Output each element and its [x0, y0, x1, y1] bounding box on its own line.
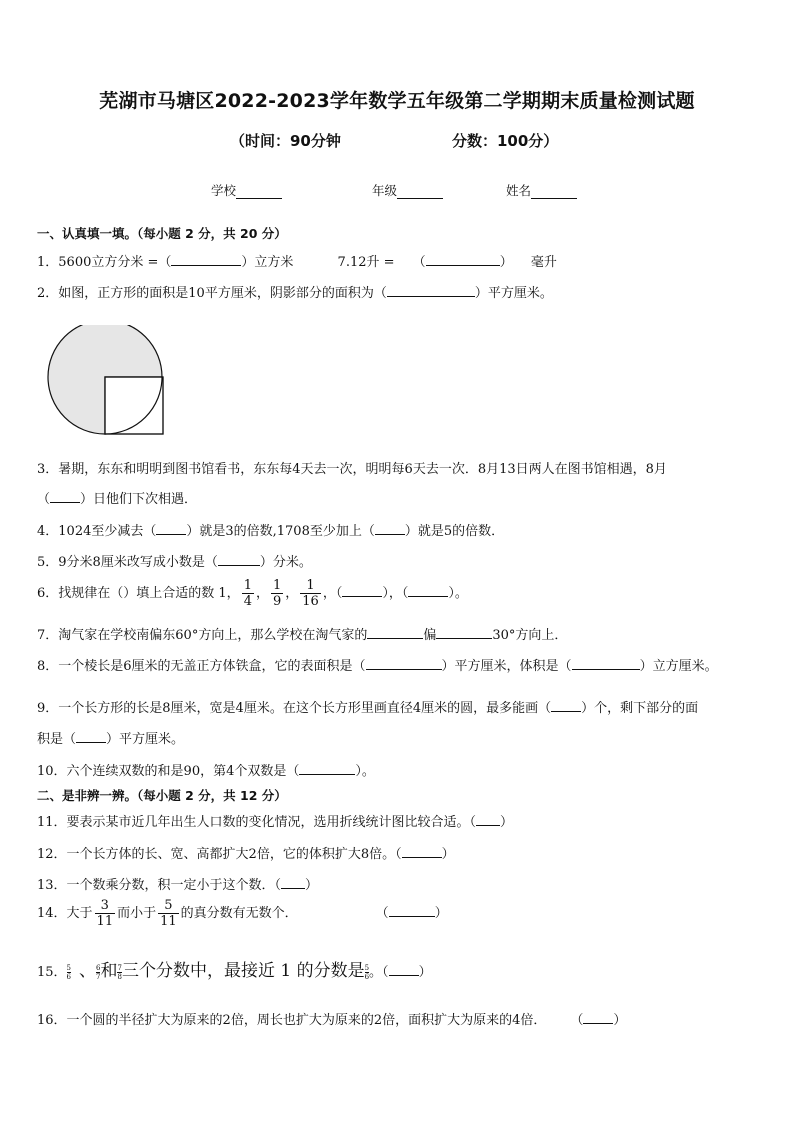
- q6-blank-2[interactable]: [408, 584, 448, 597]
- q11-blank[interactable]: [476, 813, 500, 826]
- school-label: 学校: [211, 183, 237, 198]
- grade-blank[interactable]: [397, 185, 443, 199]
- q15-number: 15．: [37, 965, 67, 980]
- q13-text-a: 13．一个数乘分数，积一定小于这个数．（: [37, 878, 282, 893]
- q4-blank-1[interactable]: [156, 522, 186, 535]
- q9-text-a: 9．一个长方形的长是8厘米，宽是4厘米。在这个长方形里画直径4厘米的圆，最多能画（: [37, 701, 552, 716]
- q15-end: 。（: [369, 965, 389, 980]
- q14-text-c: 的真分数有无数个．: [180, 906, 298, 921]
- q14-close: ）: [434, 906, 448, 921]
- q16-text-a: 16．一个圆的半径扩大为原来的2倍，周长也扩大为原来的2倍，面积扩大为原来的4倍．: [37, 1013, 547, 1028]
- q7-text-a: 7．淘气家在学校南偏东60°方向上，那么学校在淘气家的: [37, 628, 368, 643]
- exam-score: 分数：100分）: [452, 132, 559, 150]
- q8-blank-1[interactable]: [366, 657, 442, 670]
- grade-field: [372, 181, 443, 199]
- q1-text-c: 7.12升 =: [337, 255, 395, 270]
- q11-text-b: ）: [500, 815, 514, 830]
- question-9-line-2: [37, 728, 184, 747]
- question-15: [37, 956, 432, 981]
- q12-text-b: ）: [441, 847, 455, 862]
- question-2: [37, 282, 553, 301]
- q13-blank[interactable]: [281, 876, 305, 889]
- name-blank[interactable]: [531, 185, 577, 199]
- q6-sep-2: ，: [285, 586, 299, 601]
- question-14: [37, 898, 448, 929]
- q1-text-b: ）立方米: [241, 255, 294, 270]
- name-field: [506, 181, 577, 199]
- q1-text-d: （: [412, 255, 426, 270]
- q6-fraction-3: $\frac{1}{16}$: [302, 578, 319, 609]
- q6-fraction-2: $\frac{1}{9}$: [272, 578, 282, 609]
- q2-blank[interactable]: [387, 284, 475, 297]
- q6-fraction-1: $\frac{1}{4}$: [243, 578, 252, 609]
- q15-fraction-2: $\frac{6}{7}$: [96, 964, 101, 981]
- grade-label: 年级: [372, 183, 398, 198]
- q9-blank-1[interactable]: [551, 699, 581, 712]
- q1-text-a: 5600立方分米 =（: [58, 255, 172, 270]
- q1-text-e: ）: [499, 255, 513, 270]
- question-10: [37, 760, 375, 779]
- question-11: [37, 811, 513, 830]
- q6-text-a: 6．找规律在（）填上合适的数 1，: [37, 586, 240, 601]
- question-6: [37, 578, 468, 609]
- q5-text-a: 5．9分米8厘米改写成小数是（: [37, 555, 218, 570]
- question-8: [37, 655, 718, 674]
- question-7: [37, 624, 567, 643]
- question-1: [37, 251, 557, 270]
- question-9-line-1: [37, 697, 698, 716]
- q9-text-c: 积是（: [37, 732, 77, 747]
- q10-text-a: 10．六个连续双数的和是90，第4个双数是（: [37, 764, 300, 779]
- q15-blank[interactable]: [389, 963, 419, 976]
- q6-sep-1: ，: [255, 586, 269, 601]
- exam-time: （时间：90分钟: [230, 132, 341, 150]
- q14-fraction-2: $\frac{5}{11}$: [160, 898, 177, 929]
- question-13: [37, 874, 318, 893]
- q4-text-b: ）就是3的倍数,1708至少加上（: [186, 524, 375, 539]
- q1-text-f: 毫升: [530, 255, 557, 270]
- q7-blank-2[interactable]: [436, 626, 492, 639]
- q14-text-b: 而小于: [117, 906, 157, 921]
- q15-fraction-1: $\frac{5}{6}$: [66, 964, 72, 981]
- question-5: [37, 551, 312, 570]
- q1-blank-1[interactable]: [171, 253, 241, 266]
- page-title: 芜湖市马塘区2022-2023学年数学五年级第二学期期末质量检测试题: [99, 90, 695, 112]
- q13-text-b: ）: [305, 878, 319, 893]
- q4-blank-2[interactable]: [375, 522, 405, 535]
- name-label: 姓名: [506, 183, 532, 198]
- q3-end: ）日他们下次相遇．: [80, 492, 198, 507]
- q9-blank-2[interactable]: [76, 730, 106, 743]
- q4-text-c: ）就是5的倍数．: [404, 524, 505, 539]
- q6-text-b: ，（: [322, 586, 343, 601]
- q7-text-b: 偏: [423, 628, 437, 643]
- q1-number: 1．: [37, 255, 59, 270]
- q10-text-b: ）。: [355, 764, 375, 779]
- school-blank[interactable]: [236, 185, 282, 199]
- q14-fraction-1: $\frac{3}{11}$: [96, 898, 114, 929]
- question-16: [37, 1009, 626, 1028]
- q7-text-c: 30°方向上．: [492, 628, 568, 643]
- q14-text-a: 14．大于: [37, 906, 93, 921]
- q12-text-a: 12．一个长方体的长、宽、高都扩大2倍，它的体积扩大8倍。（: [37, 847, 402, 862]
- q3-open: （: [37, 492, 51, 507]
- q15-fraction-4: $\frac{5}{6}$: [364, 964, 370, 981]
- q9-text-b: ）个，剩下部分的面: [581, 701, 699, 716]
- q5-text-b: ）分米。: [259, 555, 312, 570]
- question-4: [37, 520, 504, 539]
- q15-text: 三个分数中，最接近 1 的分数是: [121, 961, 365, 981]
- q16-open: （: [570, 1013, 584, 1028]
- q9-text-d: ）平方厘米。: [106, 732, 185, 747]
- q14-open: （: [375, 906, 389, 921]
- q6-blank-1[interactable]: [342, 584, 382, 597]
- q8-text-a: 8．一个棱长是6厘米的无盖正方体铁盒，它的表面积是（: [37, 659, 366, 674]
- question-3-line-1: 3．暑期，东东和明明到图书馆看书，东东每4天去一次，明明每6天去一次．8月13日两人在图书馆相遇，8月: [37, 462, 667, 477]
- q15-and: 和: [100, 961, 118, 981]
- q1-blank-2[interactable]: [426, 253, 500, 266]
- q8-blank-2[interactable]: [572, 657, 640, 670]
- question-12: [37, 843, 455, 862]
- q2-text: 2．如图，正方形的面积是10平方厘米，阴影部分的面积为（: [37, 286, 387, 301]
- q7-blank-1[interactable]: [367, 626, 423, 639]
- q6-text-d: ）。: [448, 586, 468, 601]
- q16-close: ）: [613, 1013, 627, 1028]
- q8-text-c: ）立方厘米。: [639, 659, 718, 674]
- circle-square-figure: [44, 325, 168, 439]
- q6-text-c: ），（: [382, 586, 409, 601]
- q2-end: ）平方厘米。: [474, 286, 553, 301]
- q12-blank[interactable]: [402, 845, 442, 858]
- question-3-line-2: [37, 488, 197, 507]
- q15-sep: 、: [79, 961, 97, 981]
- section-2-heading: 二、是非辨一辨。（每小题 2 分，共 12 分）: [37, 788, 287, 803]
- q15-close: ）: [418, 965, 432, 980]
- q16-blank[interactable]: [583, 1011, 613, 1024]
- q11-text-a: 11．要表示某市近几年出生人口数的变化情况，选用折线统计图比较合适。（: [37, 815, 477, 830]
- q3-blank[interactable]: [50, 490, 80, 503]
- school-field: [211, 181, 282, 199]
- section-1-heading: 一、认真填一填。（每小题 2 分，共 20 分）: [37, 226, 287, 241]
- q5-blank[interactable]: [218, 553, 260, 566]
- q4-text-a: 4．1024至少减去（: [37, 524, 157, 539]
- q14-blank[interactable]: [389, 904, 435, 917]
- q10-blank[interactable]: [299, 762, 355, 775]
- q8-text-b: ）平方厘米，体积是（: [441, 659, 572, 674]
- q15-fraction-3: $\frac{7}{8}$: [117, 964, 122, 981]
